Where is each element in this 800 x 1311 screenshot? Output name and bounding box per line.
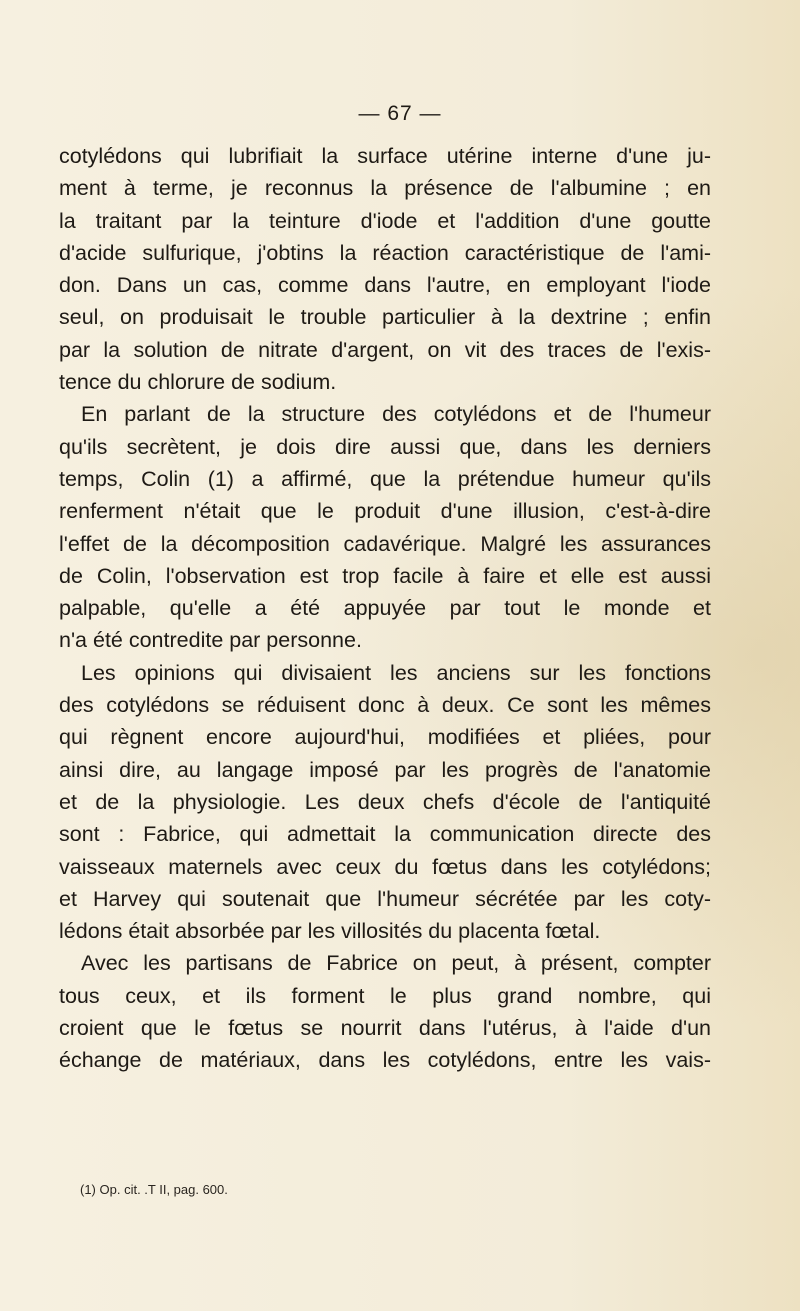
text-line: lédons était absorbée par les villosités du placenta fœtal.: [59, 919, 601, 944]
text-line: cotylédons qui lubrifiait la surface utérine interne d'une ju-: [59, 144, 711, 168]
text-line: qu'ils secrètent, je dois dire aussi que, dans les derniers: [59, 434, 711, 459]
text-line: vaisseaux maternels avec ceux du fœtus dans les cotylédons;: [59, 854, 711, 879]
text-line: tence du chlorure de sodium.: [59, 370, 337, 395]
text-line: n'a été contredite par personne.: [59, 628, 362, 653]
text-line: tous ceux, et ils forment le plus grand nombre, qui: [59, 983, 711, 1008]
text-line: des cotylédons se réduisent donc à deux. Ce sont les mêmes: [59, 693, 711, 718]
text-line: seul, on produisait le trouble particulier à la dextrine ; enfin: [59, 305, 711, 330]
text-line: d'acide sulfurique, j'obtins la réaction caractéristique de l'ami-: [59, 240, 711, 265]
text-line: sont : Fabrice, qui admettait la communication directe des: [59, 822, 711, 847]
text-line: qui règnent encore aujourd'hui, modifiées et pliées, pour: [59, 725, 711, 750]
text-line: et Harvey qui soutenait que l'humeur sécrétée par les coty-: [59, 886, 711, 911]
text-line: par la solution de nitrate d'argent, on vit des traces de l'exis-: [59, 337, 711, 362]
text-line: palpable, qu'elle a été appuyée par tout le monde et: [59, 596, 711, 621]
text-line: de Colin, l'observation est trop facile à faire et elle est aussi: [59, 563, 711, 588]
text-line: temps, Colin (1) a affirmé, que la prétendue humeur qu'ils: [59, 466, 711, 491]
text-line: l'effet de la décomposition cadavérique. Malgré les assurances: [59, 531, 711, 556]
text-line: En parlant de la structure des cotylédons et de l'humeur: [81, 402, 711, 427]
body-text: [59, 140, 711, 1077]
text-line: et de la physiologie. Les deux chefs d'école de l'antiquité: [59, 789, 711, 814]
text-line: ment à terme, je reconnus la présence de l'albumine ; en: [59, 176, 711, 201]
page-number: — 67 —: [358, 102, 442, 125]
footnote: (1) Op. cit. .T II, pag. 600.: [80, 1182, 228, 1197]
text-line: don. Dans un cas, comme dans l'autre, en employant l'iode: [59, 273, 711, 298]
text-line: renferment n'était que le produit d'une illusion, c'est-à-dire: [59, 499, 711, 524]
text-line: ainsi dire, au langage imposé par les progrès de l'anatomie: [59, 757, 711, 782]
text-line: Les opinions qui divisaient les anciens sur les fonctions: [81, 660, 711, 685]
text-line: échange de matériaux, dans les cotylédons, entre les vais-: [59, 1048, 711, 1073]
text-line: croient que le fœtus se nourrit dans l'utérus, à l'aide d'un: [59, 1016, 711, 1041]
text-line: Avec les partisans de Fabrice on peut, à présent, compter: [81, 951, 711, 976]
text-line: la traitant par la teinture d'iode et l'addition d'une goutte: [59, 208, 711, 233]
